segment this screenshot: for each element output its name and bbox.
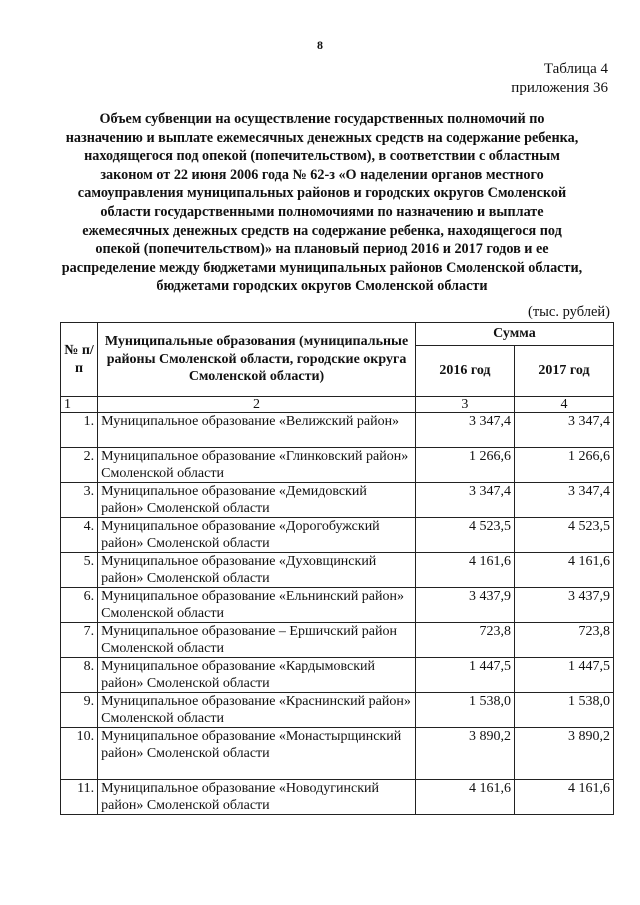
amount-2017: 4 161,6	[514, 553, 613, 588]
amount-2016: 3 347,4	[415, 413, 514, 448]
municipality-name: Муниципальное образование – Ершичский район Смоленской области	[98, 623, 416, 658]
amount-2017: 1 266,6	[514, 448, 613, 483]
column-index: 4	[514, 397, 613, 413]
column-index-row	[61, 397, 614, 413]
municipality-name: Муниципальное образование «Дорогобужский район» Смоленской области	[98, 518, 416, 553]
municipality-name: Муниципальное образование «Демидовский район» Смоленской области	[98, 483, 416, 518]
amount-2017: 3 890,2	[514, 728, 613, 780]
units-label: (тыс. рублей)	[528, 304, 610, 320]
municipality-name: Муниципальное образование «Духовщинский район» Смоленской области	[98, 553, 416, 588]
municipality-name: Муниципальное образование «Кардымовский район» Смоленской области	[98, 658, 416, 693]
row-number: 4.	[61, 518, 98, 553]
header-municipality: Муниципальные образования (муниципальные районы Смоленской области, городские округа Смоленской области)	[98, 323, 416, 397]
amount-2016: 3 347,4	[415, 483, 514, 518]
table-row	[61, 623, 614, 658]
amount-2017: 1 538,0	[514, 693, 613, 728]
table-row	[61, 693, 614, 728]
column-index: 3	[415, 397, 514, 413]
column-index: 1	[61, 397, 98, 413]
row-number: 9.	[61, 693, 98, 728]
column-index: 2	[98, 397, 416, 413]
table-caption-line1: Таблица 4	[543, 61, 608, 77]
table-row	[61, 553, 614, 588]
municipality-name: Муниципальное образование «Глинковский район» Смоленской области	[98, 448, 416, 483]
municipality-name: Муниципальное образование «Новодугинский район» Смоленской области	[98, 780, 416, 815]
municipality-name: Муниципальное образование «Ельнинский район» Смоленской области	[98, 588, 416, 623]
header-num: № п/п	[61, 323, 98, 397]
municipality-name: Муниципальное образование «Велижский район»	[98, 413, 416, 448]
table-row	[61, 728, 614, 780]
municipality-name: Муниципальное образование «Краснинский район» Смоленской области	[98, 693, 416, 728]
amount-2016: 1 266,6	[415, 448, 514, 483]
row-number: 10.	[61, 728, 98, 780]
amount-2016: 1 447,5	[415, 658, 514, 693]
table-row	[61, 658, 614, 693]
amount-2017: 4 523,5	[514, 518, 613, 553]
document-title: Объем субвенции на осуществление государственных полномочий по назначению и выплате ежемесячных денежных средств на содержание ребенка, находящегося под опекой (попечительством), в соответствии с областным законом от 22 июня 2006 года № 62-з «О наделении органов местного самоуправления муниципальных районов и городских округов Смоленской области государственными полномочиями по назначению и выплате ежемесячных денежных средств на содержание ребенка, находящегося под опекой (попечительством)» на плановый период 2016 и 2017 годов и ее распределение между бюджетами муниципальных районов Смоленской области, бюджетами городских округов Смоленской области	[61, 111, 583, 295]
row-number: 8.	[61, 658, 98, 693]
amount-2017: 3 347,4	[514, 413, 613, 448]
amount-2016: 1 538,0	[415, 693, 514, 728]
header-row	[61, 323, 614, 346]
amount-2016: 723,8	[415, 623, 514, 658]
table-row	[61, 518, 614, 553]
amount-2017: 4 161,6	[514, 780, 613, 815]
table-caption-line2: приложения 36	[511, 80, 608, 96]
table-row	[61, 413, 614, 448]
row-number: 11.	[61, 780, 98, 815]
table-row	[61, 780, 614, 815]
header-sum: Сумма	[415, 323, 613, 346]
amount-2016: 4 161,6	[415, 553, 514, 588]
table-caption	[511, 60, 608, 98]
amount-2016: 4 523,5	[415, 518, 514, 553]
row-number: 1.	[61, 413, 98, 448]
row-number: 6.	[61, 588, 98, 623]
page-number: 8	[317, 38, 323, 52]
amount-2017: 3 437,9	[514, 588, 613, 623]
table-row	[61, 588, 614, 623]
amount-2017: 1 447,5	[514, 658, 613, 693]
amount-2017: 3 347,4	[514, 483, 613, 518]
amount-2016: 4 161,6	[415, 780, 514, 815]
header-year-2017: 2017 год	[514, 346, 613, 397]
table-row	[61, 483, 614, 518]
row-number: 2.	[61, 448, 98, 483]
table-row	[61, 448, 614, 483]
municipality-name: Муниципальное образование «Монастырщинский район» Смоленской области	[98, 728, 416, 780]
header-year-2016: 2016 год	[415, 346, 514, 397]
row-number: 3.	[61, 483, 98, 518]
subvention-table	[60, 322, 614, 815]
amount-2016: 3 890,2	[415, 728, 514, 780]
amount-2016: 3 437,9	[415, 588, 514, 623]
amount-2017: 723,8	[514, 623, 613, 658]
row-number: 7.	[61, 623, 98, 658]
row-number: 5.	[61, 553, 98, 588]
